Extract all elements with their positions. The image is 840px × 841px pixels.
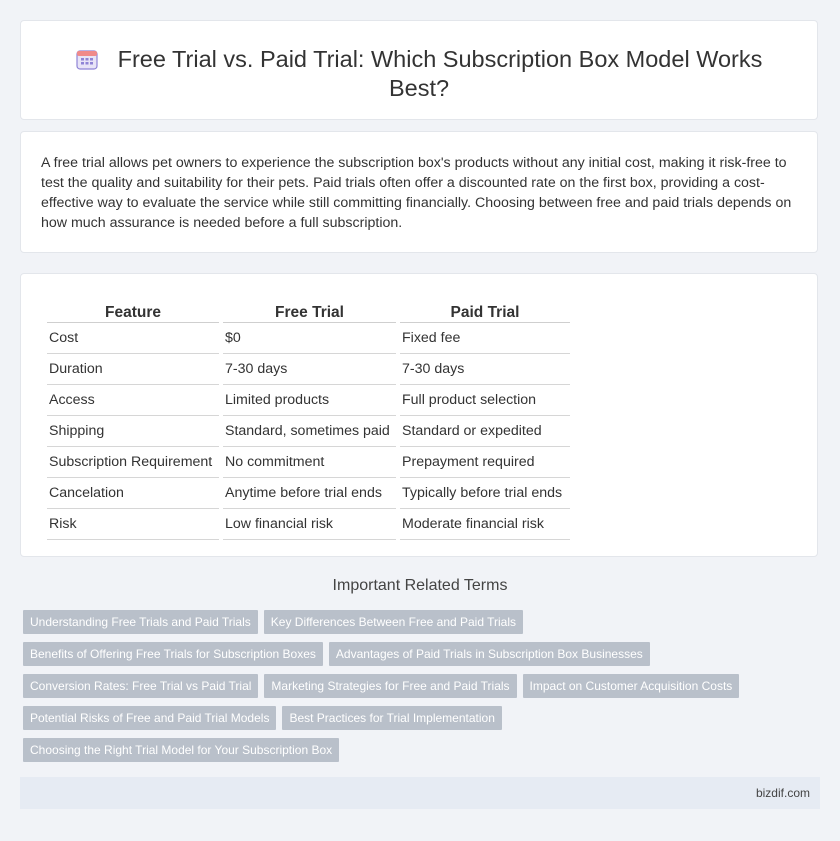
footer-brand[interactable]: bizdif.com — [755, 786, 810, 800]
related-term-tag[interactable]: Conversion Rates: Free Trial vs Paid Trial — [23, 674, 258, 698]
table-row — [47, 478, 570, 509]
tag-row — [23, 642, 823, 674]
table-row — [47, 447, 570, 478]
tag-row — [23, 674, 823, 706]
table-row — [47, 323, 570, 354]
table-cell: Risk — [47, 509, 219, 540]
footer — [20, 777, 820, 809]
table-header-row — [47, 296, 570, 323]
related-terms-heading: Important Related Terms — [332, 577, 508, 594]
related-term-tag[interactable]: Understanding Free Trials and Paid Trials — [23, 610, 258, 634]
page-title-text: Free Trial vs. Paid Trial: Which Subscription Box Model Works Best? — [117, 46, 763, 101]
related-term-tag[interactable]: Potential Risks of Free and Paid Trial Models — [23, 706, 276, 730]
table-cell: 7-30 days — [223, 354, 396, 385]
table-cell: Fixed fee — [400, 323, 570, 354]
table-cell: Cost — [47, 323, 219, 354]
related-term-tag[interactable]: Choosing the Right Trial Model for Your Subscription Box — [23, 738, 339, 762]
table-cell: Limited products — [223, 385, 396, 416]
tag-row — [23, 610, 823, 642]
table-cell: Standard, sometimes paid — [223, 416, 396, 447]
table-cell: Anytime before trial ends — [223, 478, 396, 509]
related-term-tag[interactable]: Best Practices for Trial Implementation — [282, 706, 501, 730]
intro-card — [20, 131, 818, 253]
table-cell: Full product selection — [400, 385, 570, 416]
comparison-card — [20, 273, 818, 557]
table-cell: No commitment — [223, 447, 396, 478]
related-term-tag[interactable]: Key Differences Between Free and Paid Trials — [264, 610, 523, 634]
page-title — [71, 45, 767, 103]
title-card — [20, 20, 818, 120]
table-cell: Low financial risk — [223, 509, 396, 540]
table-cell: Subscription Requirement — [47, 447, 219, 478]
table-cell: Access — [47, 385, 219, 416]
related-term-tag[interactable]: Benefits of Offering Free Trials for Subscription Boxes — [23, 642, 323, 666]
table-row — [47, 509, 570, 540]
table-cell: Cancelation — [47, 478, 219, 509]
related-term-tag[interactable]: Advantages of Paid Trials in Subscription Box Businesses — [329, 642, 650, 666]
tag-row — [23, 706, 823, 738]
tag-row — [23, 738, 823, 770]
table-cell: Standard or expedited — [400, 416, 570, 447]
table-cell: Prepayment required — [400, 447, 570, 478]
table-cell: $0 — [223, 323, 396, 354]
table-cell: Typically before trial ends — [400, 478, 570, 509]
table-row — [47, 385, 570, 416]
column-header-free-trial: Free Trial — [223, 296, 396, 323]
table-cell: Moderate financial risk — [400, 509, 570, 540]
comparison-table — [43, 296, 574, 540]
related-term-tag[interactable]: Impact on Customer Acquisition Costs — [523, 674, 740, 698]
table-row — [47, 416, 570, 447]
column-header-feature: Feature — [47, 296, 219, 323]
table-cell: Duration — [47, 354, 219, 385]
table-cell: 7-30 days — [400, 354, 570, 385]
table-row — [47, 354, 570, 385]
table-cell: Shipping — [47, 416, 219, 447]
related-terms-list — [23, 610, 823, 770]
column-header-paid-trial: Paid Trial — [400, 296, 570, 323]
intro-paragraph: A free trial allows pet owners to experience the subscription box's products without any initial cost, making it risk-free to test the quality and suitability for their pets. Paid trials often offer a discounted rate on the first box, providing a cost-effective way to evaluate the service while still committing financially. Choosing between free and paid trials depends on how much assurance is needed before a full subscription. — [41, 155, 792, 231]
calendar-icon — [76, 48, 98, 70]
related-term-tag[interactable]: Marketing Strategies for Free and Paid Trials — [264, 674, 516, 698]
